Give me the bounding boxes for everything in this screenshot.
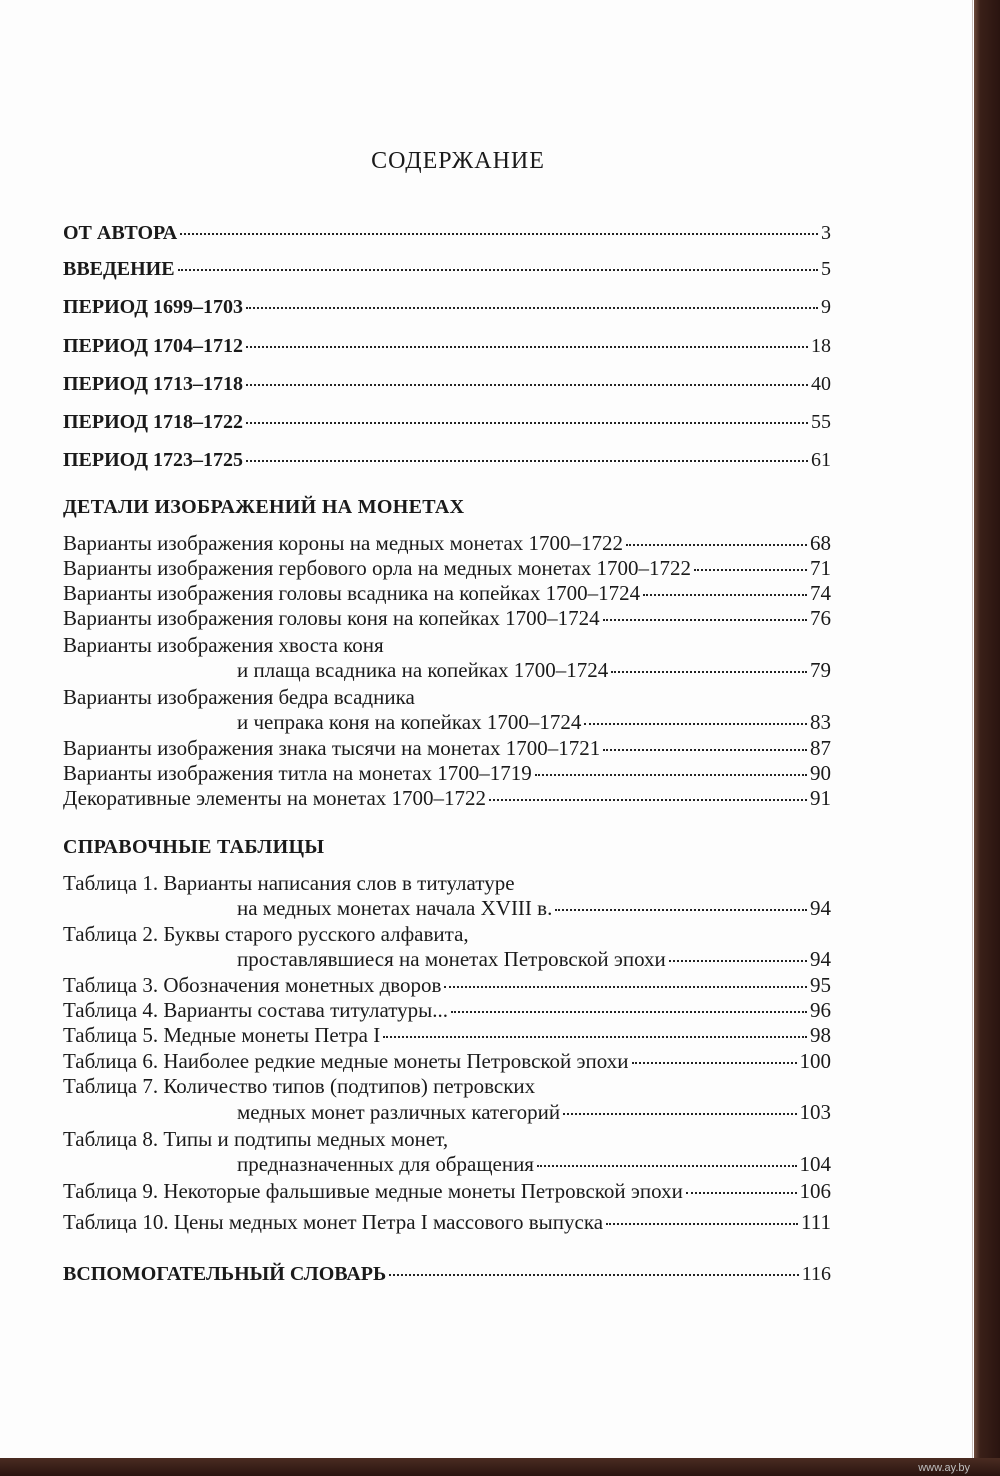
toc-entry-page: 116 bbox=[801, 1263, 831, 1285]
toc-entry-page: 104 bbox=[799, 1152, 831, 1176]
toc-entry-label: ПЕРИОД 1723–1725 bbox=[63, 449, 243, 471]
watermark: www.ay.by bbox=[918, 1462, 970, 1474]
leader-dots bbox=[626, 544, 807, 546]
toc-entry-label: Варианты изображения знака тысячи на монетах 1700–1721 bbox=[63, 736, 601, 760]
toc-entry bbox=[63, 1099, 831, 1125]
toc-entry-label: Таблица 6. Наиболее редкие медные монеты Петровской эпохи bbox=[63, 1049, 629, 1073]
page-title: СОДЕРЖАНИЕ bbox=[371, 148, 545, 174]
toc-entry-page: 71 bbox=[810, 556, 831, 580]
toc-entry-label: ПЕРИОД 1718–1722 bbox=[63, 411, 243, 433]
leader-dots bbox=[632, 1062, 797, 1064]
toc-entry bbox=[63, 1178, 831, 1204]
toc-entry bbox=[63, 946, 831, 972]
leader-dots bbox=[444, 986, 807, 988]
toc-entry-page: 91 bbox=[810, 786, 831, 810]
toc-entry bbox=[63, 1022, 831, 1048]
leader-dots bbox=[584, 723, 807, 725]
leader-dots bbox=[535, 774, 807, 776]
leader-dots bbox=[611, 671, 807, 673]
leader-dots bbox=[246, 384, 808, 386]
toc-entry-page: 61 bbox=[811, 449, 831, 471]
leader-dots bbox=[489, 799, 807, 801]
toc-entry-label: ВСПОМОГАТЕЛЬНЫЙ СЛОВАРЬ bbox=[63, 1263, 387, 1285]
leader-dots bbox=[246, 346, 808, 348]
toc-entry-label-cont: и чепрака коня на копейках 1700–1724 bbox=[237, 710, 582, 734]
toc-entry bbox=[63, 1151, 831, 1177]
toc-entry bbox=[63, 735, 831, 761]
toc-entry bbox=[63, 605, 831, 631]
toc-entry bbox=[63, 760, 831, 786]
toc-entry-page: 83 bbox=[810, 710, 831, 734]
toc-entry-label: Варианты изображения гербового орла на медных монетах 1700–1722 bbox=[63, 556, 692, 580]
toc-entry-label: Таблица 1. Варианты написания слов в титулатуре bbox=[63, 871, 515, 895]
leader-dots bbox=[563, 1113, 796, 1115]
toc-entry-page: 95 bbox=[810, 973, 831, 997]
toc-entry-label: Декоративные элементы на монетах 1700–1722 bbox=[63, 786, 487, 810]
toc-entry-label: Варианты изображения титла на монетах 1700–1719 bbox=[63, 761, 532, 785]
toc-entry bbox=[63, 785, 831, 811]
toc-entry-page: 94 bbox=[810, 947, 831, 971]
leader-dots bbox=[180, 233, 818, 235]
leader-dots bbox=[246, 460, 808, 462]
leader-dots bbox=[178, 269, 818, 271]
toc-entry-label-cont: медных монет различных категорий bbox=[237, 1100, 561, 1124]
toc-entry-page: 68 bbox=[810, 531, 831, 555]
toc-entry-label: ПЕРИОД 1713–1718 bbox=[63, 373, 243, 395]
leader-dots bbox=[694, 569, 807, 571]
toc-entry bbox=[63, 972, 831, 998]
toc-entry-label: Варианты изображения хвоста коня bbox=[63, 633, 384, 657]
toc-entry bbox=[63, 294, 831, 320]
toc-entry-page: 90 bbox=[810, 761, 831, 785]
leader-dots bbox=[451, 1011, 807, 1013]
leader-dots bbox=[555, 909, 807, 911]
toc-entry bbox=[63, 1048, 831, 1074]
toc-entry bbox=[63, 530, 831, 556]
toc-entry-label: ВВЕДЕНИЕ bbox=[63, 258, 175, 280]
toc-entry-label: Таблица 3. Обозначения монетных дворов bbox=[63, 973, 442, 997]
toc-entry-page: 40 bbox=[811, 373, 831, 395]
toc-entry-page: 100 bbox=[799, 1049, 831, 1073]
toc-entry-label: ПЕРИОД 1699–1703 bbox=[63, 296, 243, 318]
toc-entry-page: 3 bbox=[821, 222, 831, 244]
toc-entry-label: Таблица 10. Цены медных монет Петра I массового выпуска bbox=[63, 1210, 604, 1234]
leader-dots bbox=[246, 307, 818, 309]
toc-entry bbox=[63, 555, 831, 581]
leader-dots bbox=[669, 960, 807, 962]
leader-dots bbox=[643, 594, 807, 596]
leader-dots bbox=[606, 1223, 798, 1225]
toc-entry-label: Таблица 2. Буквы старого русского алфавита, bbox=[63, 922, 469, 946]
toc-entry bbox=[63, 1209, 831, 1235]
leader-dots bbox=[389, 1274, 799, 1276]
toc-entry-page: 74 bbox=[810, 581, 831, 605]
toc-entry-label: Таблица 7. Количество типов (подтипов) петровских bbox=[63, 1074, 536, 1098]
toc-entry bbox=[63, 371, 831, 397]
toc-entry bbox=[63, 409, 831, 435]
leader-dots bbox=[603, 619, 807, 621]
toc-entry-label: Таблица 9. Некоторые фальшивые медные монеты Петровской эпохи bbox=[63, 1179, 683, 1203]
toc-entry-label: Таблица 4. Варианты состава титулатуры... bbox=[63, 998, 449, 1022]
toc-entry-page: 111 bbox=[801, 1210, 831, 1234]
toc-entry bbox=[63, 895, 831, 921]
toc-entry-page: 106 bbox=[799, 1179, 831, 1203]
toc-entry-label: Таблица 8. Типы и подтипы медных монет, bbox=[63, 1127, 449, 1151]
toc-entry-page: 18 bbox=[811, 335, 831, 357]
toc-entry-label-cont: предназначенных для обращения bbox=[237, 1152, 534, 1176]
book-edge-bottom bbox=[0, 1458, 1000, 1476]
toc-entry bbox=[63, 709, 831, 735]
toc-entry-label: Варианты изображения бедра всадника bbox=[63, 685, 415, 709]
toc-entry bbox=[63, 256, 831, 282]
toc-entry-label-cont: проставлявшиеся на монетах Петровской эпохи bbox=[237, 947, 666, 971]
toc-entry-page: 79 bbox=[810, 658, 831, 682]
toc-entry-label: ПЕРИОД 1704–1712 bbox=[63, 335, 243, 357]
toc-entry bbox=[63, 657, 831, 683]
leader-dots bbox=[383, 1036, 807, 1038]
toc-entry-label: Варианты изображения короны на медных монетах 1700–1722 bbox=[63, 531, 624, 555]
toc-entry-label: Варианты изображения головы коня на копейках 1700–1724 bbox=[63, 606, 600, 630]
toc-entry-page: 76 bbox=[810, 606, 831, 630]
toc-entry-page: 94 bbox=[810, 896, 831, 920]
leader-dots bbox=[686, 1192, 797, 1194]
toc-entry-page: 96 bbox=[810, 998, 831, 1022]
toc-entry-page: 9 bbox=[821, 296, 831, 318]
toc-entry-page: 5 bbox=[821, 258, 831, 280]
toc-entry bbox=[63, 333, 831, 359]
toc-entry bbox=[63, 997, 831, 1023]
leader-dots bbox=[246, 422, 808, 424]
toc-entry-label-cont: и плаща всадника на копейках 1700–1724 bbox=[237, 658, 609, 682]
toc-entry bbox=[63, 447, 831, 473]
toc-entry-page: 103 bbox=[799, 1100, 831, 1124]
toc-entry-page: 87 bbox=[810, 736, 831, 760]
book-edge-right bbox=[974, 0, 1000, 1476]
toc-entry-label: ОТ АВТОРА bbox=[63, 222, 178, 244]
toc-entry-label: Варианты изображения головы всадника на копейках 1700–1724 bbox=[63, 581, 641, 605]
leader-dots bbox=[603, 749, 807, 751]
leader-dots bbox=[537, 1165, 797, 1167]
toc-entry bbox=[63, 220, 831, 246]
toc-entry-page: 98 bbox=[810, 1023, 831, 1047]
toc-entry-label-cont: на медных монетах начала XVIII в. bbox=[237, 896, 553, 920]
toc-entry-glossary bbox=[63, 1261, 831, 1287]
toc-entry bbox=[63, 580, 831, 606]
toc-entry-page: 55 bbox=[811, 411, 831, 433]
section-heading-tables: СПРАВОЧНЫЕ ТАБЛИЦЫ bbox=[63, 836, 325, 858]
section-heading-details: ДЕТАЛИ ИЗОБРАЖЕНИЙ НА МОНЕТАХ bbox=[63, 496, 465, 518]
toc-entry-label: Таблица 5. Медные монеты Петра I bbox=[63, 1023, 381, 1047]
